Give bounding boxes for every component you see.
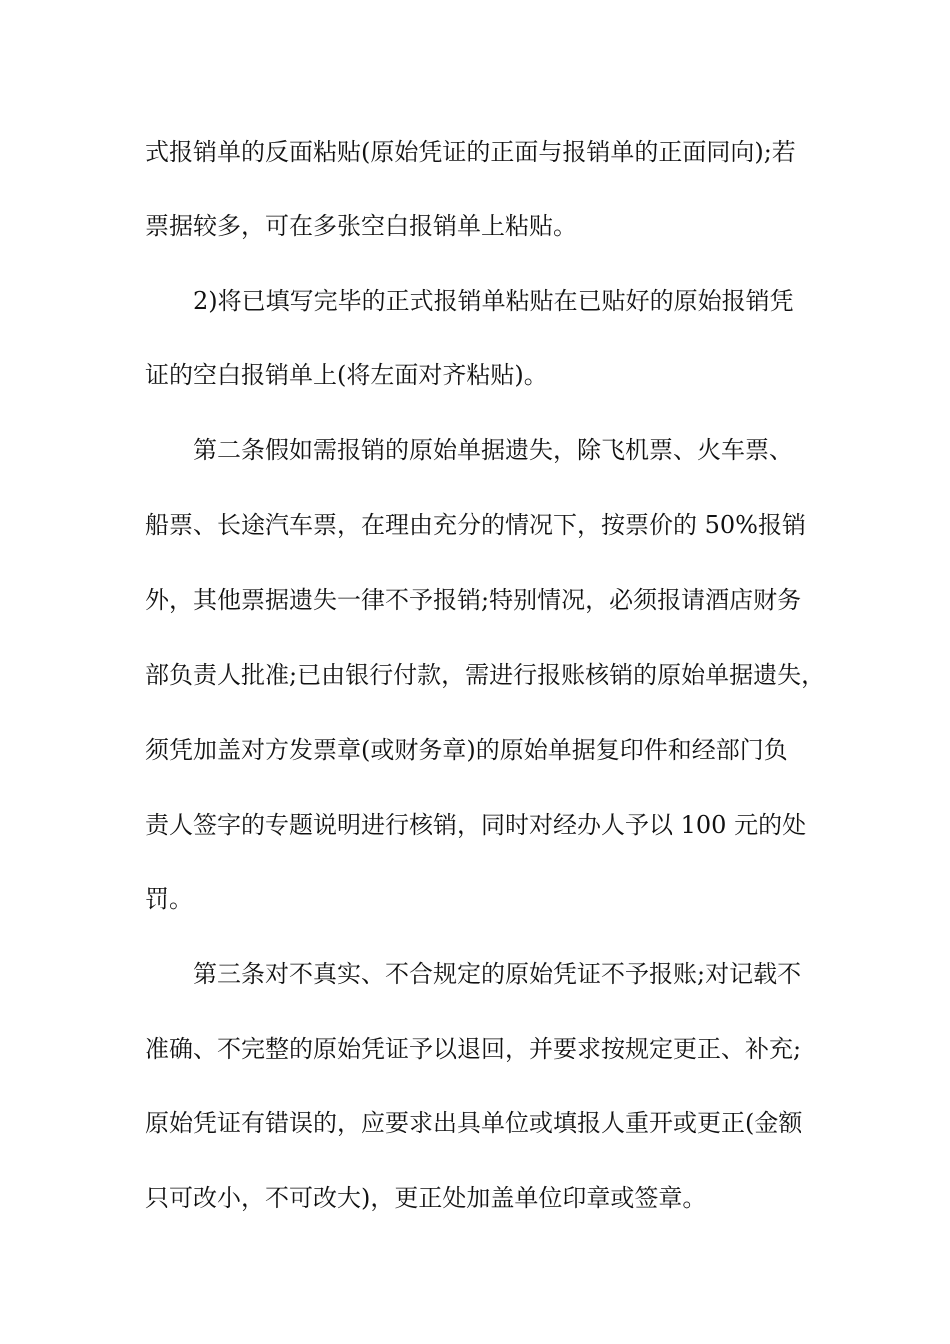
paragraph-start-line: 第二条假如需报销的原始单据遗失，除飞机票、火车票、 xyxy=(193,436,793,464)
text-line: 责人签字的专题说明进行核销，同时对经办人予以 100 元的处 xyxy=(145,811,807,839)
text-line: 式报销单的反面粘贴(原始凭证的正面与报销单的正面同向);若 xyxy=(145,138,796,166)
paragraph-start-line: 第三条对不真实、不合规定的原始凭证不予报账;对记载不 xyxy=(193,960,802,988)
text-line: 船票、长途汽车票，在理由充分的情况下，按票价的 50%报销 xyxy=(145,511,806,539)
text-line: 罚。 xyxy=(145,885,193,913)
text-line: 票据较多，可在多张空白报销单上粘贴。 xyxy=(145,212,577,240)
paragraph-start-line: 2)将已填写完毕的正式报销单粘贴在已贴好的原始报销凭 xyxy=(193,287,794,315)
text-line: 须凭加盖对方发票章(或财务章)的原始单据复印件和经部门负 xyxy=(145,736,788,764)
text-line: 证的空白报销单上(将左面对齐粘贴)。 xyxy=(145,361,548,389)
text-line: 准确、不完整的原始凭证予以退回，并要求按规定更正、补充; xyxy=(145,1035,802,1063)
text-line: 只可改小，不可改大)，更正处加盖单位印章或签章。 xyxy=(145,1184,707,1212)
text-line: 原始凭证有错误的，应要求出具单位或填报人重开或更正(金额 xyxy=(145,1109,803,1137)
text-line: 外，其他票据遗失一律不予报销;特别情况，必须报请酒店财务 xyxy=(145,586,802,614)
text-line: 部负责人批准;已由银行付款，需进行报账核销的原始单据遗失， xyxy=(145,661,826,689)
